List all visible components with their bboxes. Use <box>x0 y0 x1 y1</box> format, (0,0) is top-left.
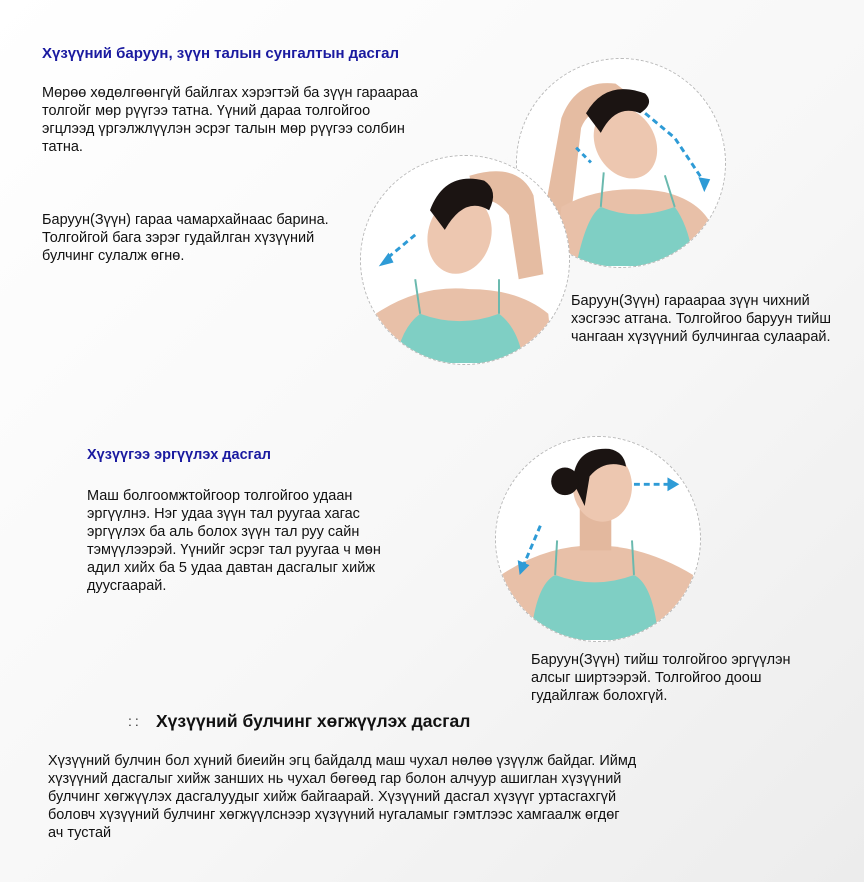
woman-holding-head-image <box>361 156 568 363</box>
text-line: толгойг мөр рүүгээ татна. Үүний дараа толгойгоо <box>42 103 371 119</box>
text-line: ач тустай <box>48 825 112 841</box>
text-line: тэмүүлээрэй. Үүнийг эсрэг тал руугаа ч мөн <box>87 542 381 558</box>
section3-bullet: :: <box>128 713 142 729</box>
section2-body <box>87 487 417 595</box>
text-line: эгцлээд үргэлжлүүлэн эсрэг талын мөр рүүгээ солбин <box>42 121 405 137</box>
text-line: хүзүүний дасгалыг хийж занших нь чухал бөгөөд гар болон алчуур ашиглан хүзүүний <box>48 771 622 787</box>
section2-caption <box>531 651 831 705</box>
section1-caption-left <box>42 211 372 265</box>
section2-title: Хүзүүгээ эргүүлэх дасгал <box>87 447 271 463</box>
text-line: Баруун(Зүүн) тийш толгойгоо эргүүлэн <box>531 652 791 668</box>
woman-turning-head-image <box>496 437 699 640</box>
text-line: булчинг сулалж өгнө. <box>42 248 185 264</box>
section1-caption-right <box>571 292 861 346</box>
text-line: Маш болгоомжтойгоор толгойгоо удаан <box>87 488 353 504</box>
head-turn-photo <box>495 436 701 642</box>
text-line: эргүүлнэ. Нэг удаа зүүн тал руугаа хагас <box>87 506 360 522</box>
section1-intro <box>42 84 462 156</box>
text-line: булчинг хөгжүүлэх дасгалуудыг хийж байгаарай. Хүзүүний дасгал хүзүүг уртасгахгүй <box>48 789 617 805</box>
text-line: Баруун(Зүүн) гараараа зүүн чихний <box>571 293 810 309</box>
temple-hold-photo <box>360 155 570 365</box>
text-line: адил хийх ба 5 удаа давтан дасгалыг хийж <box>87 560 376 576</box>
text-line: алсыг ширтээрэй. Толгойгоо доош <box>531 670 762 686</box>
text-line: татна. <box>42 139 83 155</box>
text-line: гудайлгаж болохгүй. <box>531 688 668 704</box>
text-line: эргүүлэх ба аль болох зүүн тал руу сайн <box>87 524 360 540</box>
text-line: Толгойгой бага зэрэг гудайлган хүзүүний <box>42 230 315 246</box>
text-line: Мөрөө хөдөлгөөнгүй байлгах хэрэгтэй ба зүүн гараараа <box>42 85 418 101</box>
text-line: хэсгээс атгана. Толгойгоо баруун тийш <box>571 311 831 327</box>
text-line: чангаан хүзүүний булчингаа сулаарай. <box>571 329 831 345</box>
section3-title: Хүзүүний булчинг хөгжүүлэх дасгал <box>156 711 471 731</box>
text-line: Хүзүүний булчин бол хүний биеийн эгц байдалд маш чухал нөлөө үзүүлж байдаг. Иймд <box>48 753 637 769</box>
text-line: боловч хүзүүний булчинг хөгжүүлснээр хүзүүний нугаламыг гэмтлээс хамгаалж өгдөг <box>48 807 620 823</box>
text-line: Баруун(Зүүн) гараа чамархайнаас барина. <box>42 212 329 228</box>
section3-body <box>48 752 708 842</box>
section1-title: Хүзүүний баруун, зүүн талын сунгалтын дасгал <box>42 45 400 62</box>
text-line: дуусгаарай. <box>87 578 167 594</box>
